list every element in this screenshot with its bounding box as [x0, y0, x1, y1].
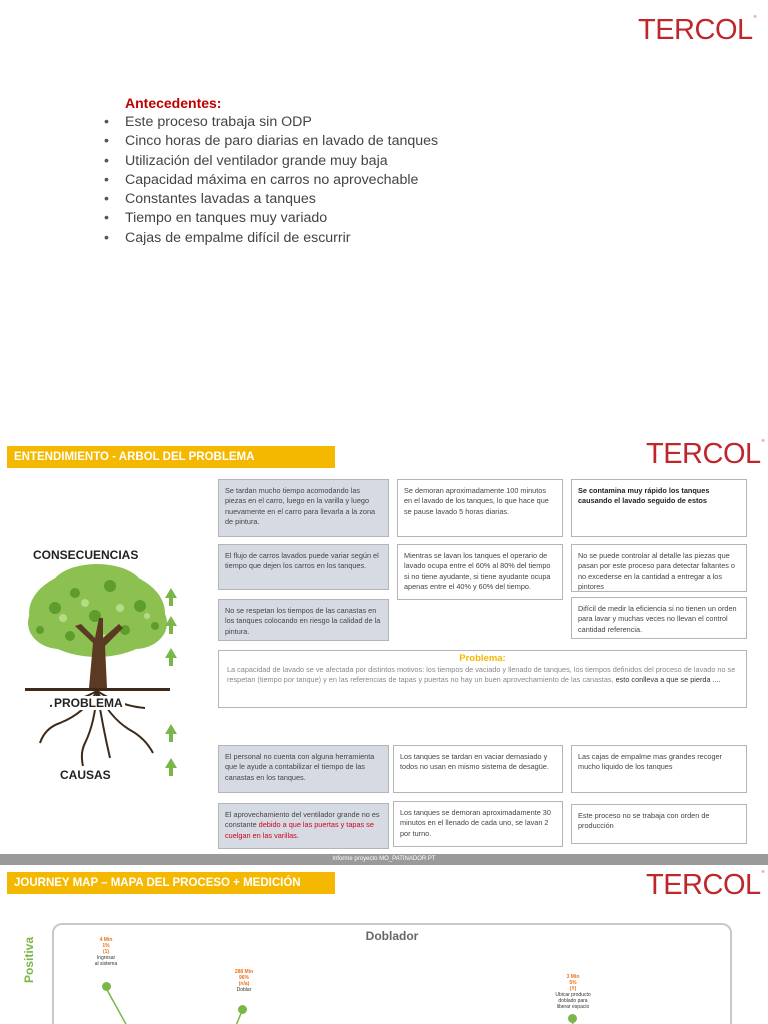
- cause-box: El personal no cuenta con alguna herramienta que le ayude a contabilizar el tiempo de las canastas en los tanques.: [218, 745, 389, 793]
- positive-axis-label: Positiva: [22, 936, 36, 983]
- tree-icon: [15, 538, 180, 788]
- cause-box: Los tanques se demoran aproximadamente 30 minutos en el llenado de cada uno, se lavan 2 por turno.: [393, 801, 563, 847]
- cause-box: El aprovechamiento del ventilador grande no es constante debido a que las puertas y tapas se cuelgan en las varillas.: [218, 803, 389, 849]
- list-item: • Cinco horas de paro diarias en lavado de tanques: [104, 133, 439, 150]
- problem-title: Problema:: [459, 653, 506, 664]
- causes-label: CAUSAS: [60, 768, 111, 782]
- journey-point: [238, 1005, 247, 1014]
- slide-footer: Informe proyecto MO_PATINADOR PT: [0, 854, 768, 865]
- consequences-label: CONSECUENCIAS: [33, 548, 139, 562]
- list-item: • Constantes lavadas a tanques: [104, 191, 316, 208]
- antecedentes-title: Antecedentes:: [125, 95, 222, 111]
- journey-step: 288 Min 96% (n/a) Doblar: [234, 969, 254, 993]
- consequence-box: Mientras se lavan los tanques el operario de lavado ocupa entre el 60% al 80% del tiempo si no tiene ayudante, si tiene ayudante ocupa apenas entre el 40% y 60% del tiempo.: [397, 544, 563, 600]
- problem-label: PROBLEMA: [54, 696, 123, 710]
- list-item: • Este proceso trabaja sin ODP: [104, 114, 312, 130]
- consequence-box: Se tardan mucho tiempo acomodando las piezas en el carro, luego en la varilla y luego nuevamente en el carro para llevarla a la zona de pintura.: [218, 479, 389, 537]
- list-item: • Capacidad máxima en carros no aprovechable: [104, 171, 419, 188]
- journey-line: [54, 925, 734, 1024]
- journey-step: 4 Min 1% (1) Ingresar al sistema: [94, 937, 118, 967]
- cause-box: Los tanques se tardan en vaciar demasiado y todos no usan en mismo sistema de desagüe.: [393, 745, 563, 793]
- antecedentes-list: [104, 113, 438, 248]
- list-item: • Utilización del ventilador grande muy baja: [104, 152, 388, 169]
- slide-arbol-problema: [0, 438, 768, 862]
- journey-frame: [52, 923, 732, 1024]
- tercol-logo: TERCOL®: [646, 438, 765, 470]
- list-item: • Tiempo en tanques muy variado: [104, 210, 328, 227]
- consequence-box: Se demoran aproximadamente 100 minutos en el lavado de los tanques, lo que hace que se pause lavado 5 horas diarias.: [397, 479, 563, 537]
- journey-point: [102, 982, 111, 991]
- journey-title: Doblador: [365, 929, 419, 943]
- list-item: • Cajas de empalme difícil de escurrir: [104, 229, 351, 246]
- section-title: JOURNEY MAP – MAPA DEL PROCESO + MEDICIÓN: [7, 872, 335, 894]
- consequence-box: No se puede controlar al detalle las piezas que pasan por este proceso para detectar faltantes o no excederse en la cantidad a entregar a los pintores: [571, 544, 747, 592]
- cause-box: Las cajas de empalme mas grandes recoger mucho liquido de los tanques: [571, 745, 747, 793]
- tercol-logo: TERCOL®: [638, 14, 757, 46]
- consequence-box: Difícil de medir la eficiencia si no tienen un orden para lavar y muchas veces no llevan el control cantidad referencia.: [571, 597, 747, 639]
- problem-text: La capacidad de lavado se ve afectada por distintos motivos: los tiempos de vaciado y llenado de tanques, los tiempos definidos del proceso de lavado no se respetan (tiempo por tanque) y en las referencias de tapas y puertas no hay un buen aprovechamiento de las canastas, esto conlleva a que se pierda ....: [227, 665, 736, 684]
- consequence-box: No se respetan los tiempos de las canastas en los tanques colocando en riesgo la calidad de la pintura.: [218, 599, 389, 641]
- cause-box: Este proceso no se trabaja con orden de producción: [571, 804, 747, 844]
- problem-tree-illustration: [15, 538, 180, 788]
- section-title: ENTENDIMIENTO - ARBOL DEL PROBLEMA: [7, 446, 335, 468]
- journey-point: [568, 1014, 577, 1023]
- journey-step: 3 Min 5% (Y) Ubicar producto doblado para liberar espacio: [555, 974, 591, 1010]
- slide-journey-map: [0, 865, 768, 1024]
- consequence-box: El flujo de carros lavados puede variar según el tiempo que dejen los carros en los tanques.: [218, 544, 389, 590]
- problem-box: [218, 650, 747, 708]
- consequence-box: Se contamina muy rápido los tanques causando el lavado seguido de estos: [571, 479, 747, 537]
- tercol-logo: TERCOL®: [646, 869, 765, 901]
- slide-antecedentes: [0, 0, 768, 438]
